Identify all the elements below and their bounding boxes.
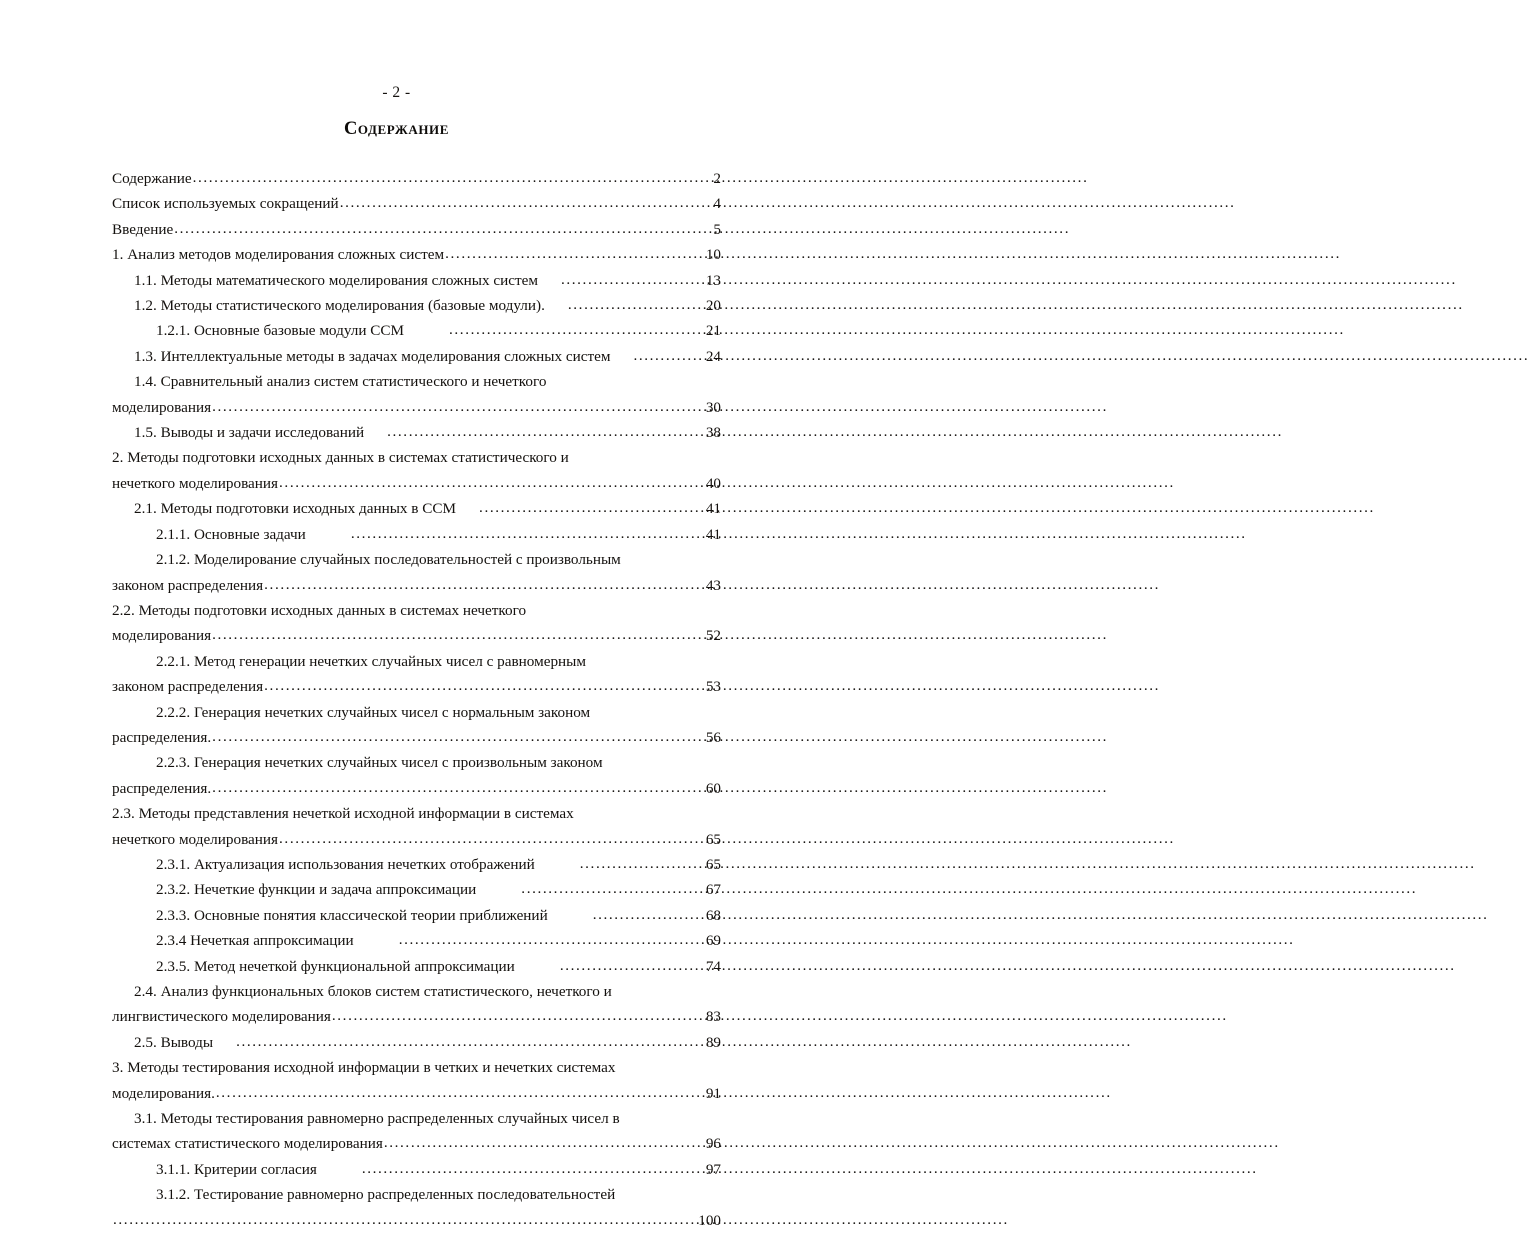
toc-page-number: 53 (705, 678, 721, 696)
toc-entry-title: законом распределения (112, 678, 264, 696)
toc-dot-leader (307, 521, 660, 546)
toc-page-number: 97 (705, 1160, 721, 1178)
toc-entry[interactable] (112, 522, 721, 547)
toc-entry-line-wrap (112, 801, 721, 826)
toc-entry-line-final (112, 674, 721, 699)
toc-page-number: 89 (705, 1033, 721, 1051)
toc-entry-title: Содержание (112, 170, 192, 187)
toc-entry-title: 3.1.1. Критерии согласия (156, 1160, 317, 1178)
toc-entry-line-final (112, 420, 721, 445)
toc-entry-line-final (112, 395, 721, 420)
toc-entry-title: 2.1.1. Основные задачи (156, 525, 306, 543)
toc-entry-line-final (112, 776, 721, 801)
table-of-contents (112, 166, 721, 1233)
toc-entry-line-final (112, 1004, 721, 1029)
toc-entry[interactable] (112, 903, 721, 928)
toc-entry[interactable] (112, 293, 721, 318)
toc-entry[interactable] (112, 496, 721, 521)
toc-entry-title: 2.5. Выводы (134, 1033, 214, 1051)
toc-dot-leader (214, 1029, 682, 1054)
toc-page-number: 2 (713, 170, 721, 187)
toc-entry[interactable] (112, 268, 721, 293)
toc-page-number: 24 (705, 347, 721, 365)
toc-dot-leader (516, 953, 660, 978)
toc-page-number: 4 (713, 195, 721, 213)
toc-entry-title: законом распределения (112, 576, 264, 594)
toc-entry[interactable] (112, 700, 721, 751)
toc-entry-title: 1.3. Интеллектуальные методы в задачах моделирования сложных систем (134, 347, 611, 365)
toc-page-number: 5 (713, 220, 721, 238)
toc-dot-leader (264, 572, 704, 597)
toc-entry-title: распределения. (112, 779, 212, 797)
toc-entry[interactable] (112, 750, 721, 801)
toc-entry[interactable] (112, 954, 721, 979)
toc-entry-line-wrap (112, 445, 721, 470)
toc-entry-line-final (112, 573, 721, 598)
toc-dot-leader (546, 292, 682, 317)
document-page (0, 84, 793, 1229)
toc-entry-line-final (112, 191, 721, 216)
toc-page-number: 67 (705, 881, 721, 899)
toc-entry-line-wrap (112, 649, 721, 674)
toc-entry-line-final (112, 623, 721, 648)
toc-entry[interactable] (112, 547, 721, 598)
toc-entry-line-wrap (112, 369, 721, 394)
toc-entry-line-final (112, 268, 721, 293)
toc-entry[interactable] (112, 420, 721, 445)
toc-page-number: 13 (705, 271, 721, 289)
toc-entry-title: 1.1. Методы математического моделирования сложных систем (134, 271, 538, 289)
toc-entry[interactable] (112, 598, 721, 649)
toc-entry[interactable] (112, 344, 721, 369)
toc-entry-title: лингвистического моделирования (112, 1008, 331, 1026)
toc-dot-leader (318, 1156, 660, 1181)
toc-dot-leader (611, 343, 681, 368)
toc-dot-leader (174, 216, 711, 241)
toc-page-number: 41 (705, 500, 721, 518)
toc-entry-title: 2. Методы подготовки исходных данных в системах статистического и (112, 449, 569, 467)
toc-entry-line-final (112, 217, 721, 242)
toc-entry[interactable] (112, 1106, 721, 1157)
toc-page-number: 20 (705, 297, 721, 315)
toc-entry-line-wrap (112, 1106, 721, 1131)
toc-dot-leader (340, 190, 712, 215)
toc-entry-title: Список используемых сокращений (112, 195, 339, 213)
toc-entry[interactable] (112, 852, 721, 877)
toc-entry-line-wrap (112, 979, 721, 1004)
toc-entry-title: 1.2. Методы статистического моделирования (базовые модули). (134, 297, 545, 315)
toc-dot-leader (549, 902, 660, 927)
toc-dot-leader (536, 851, 660, 876)
toc-entry-title: моделирования (112, 398, 212, 416)
toc-entry-title: 2.1. Методы подготовки исходных данных в ССМ (134, 500, 457, 518)
toc-entry-line-final (112, 827, 721, 852)
toc-entry[interactable] (112, 166, 721, 191)
toc-page-number: 41 (705, 525, 721, 543)
toc-entry-line-final (112, 242, 721, 267)
toc-entry-title: 1.5. Выводы и задачи исследований (134, 424, 365, 442)
toc-dot-leader (216, 1080, 704, 1105)
toc-entry-line-wrap (112, 1055, 721, 1080)
toc-entry-title: 3. Методы тестирования исходной информации в четких и нечетких системах (112, 1059, 616, 1077)
toc-page-number: 43 (705, 576, 721, 594)
toc-entry-line-wrap (112, 700, 721, 725)
toc-entry-title: 1.2.1. Основные базовые модули ССМ (156, 322, 405, 340)
toc-page-number: 68 (705, 906, 721, 924)
toc-dot-leader (365, 419, 682, 444)
toc-page-number: 74 (705, 957, 721, 975)
toc-entry-title: 2.3.1. Актуализация использования нечетких отображений (156, 855, 535, 873)
toc-entry-title: 2.3.4 Нечеткая аппроксимации (156, 932, 354, 950)
toc-entry-line-final (112, 903, 721, 928)
toc-entry[interactable] (112, 877, 721, 902)
toc-dot-leader (212, 622, 704, 647)
toc-dot-leader (113, 1207, 696, 1232)
toc-entry[interactable] (112, 242, 721, 267)
toc-entry-title: 1.4. Сравнительный анализ систем статистического и нечеткого (134, 373, 547, 391)
toc-entry-title: 2.3.5. Метод нечеткой функциональной аппроксимации (156, 957, 515, 975)
toc-entry-line-wrap (112, 598, 721, 623)
toc-entry-title: 2.2.1. Метод генерации нечетких случайных чисел с равномерным (156, 652, 587, 670)
toc-dot-leader (457, 495, 682, 520)
toc-entry[interactable] (112, 217, 721, 242)
toc-entry[interactable] (112, 318, 721, 343)
toc-entry-title: нечеткого моделирования (112, 830, 279, 848)
toc-entry-line-final (112, 166, 721, 191)
toc-entry-line-final (112, 1081, 721, 1106)
toc-entry[interactable] (112, 1157, 721, 1182)
toc-entry-title: 1. Анализ методов моделирования сложных систем (112, 246, 445, 264)
toc-entry[interactable] (112, 649, 721, 700)
toc-dot-leader (279, 470, 704, 495)
toc-page-number: 56 (705, 728, 721, 746)
toc-page-number: 83 (705, 1008, 721, 1026)
toc-entry-line-final (112, 1030, 721, 1055)
toc-entry-title: Введение (112, 220, 174, 238)
toc-entry-line-wrap (112, 1182, 721, 1207)
toc-entry-title: нечеткого моделирования (112, 474, 279, 492)
toc-page-number: 91 (705, 1084, 721, 1102)
toc-entry-title: моделирования. (112, 1084, 215, 1102)
toc-entry-line-final (112, 1208, 721, 1233)
toc-dot-leader (212, 775, 704, 800)
toc-entry-line-final (112, 954, 721, 979)
toc-entry[interactable] (112, 801, 721, 852)
toc-dot-leader (193, 165, 712, 190)
toc-entry[interactable] (112, 369, 721, 420)
toc-entry-title: 3.1.2. Тестирование равномерно распределенных последовательностей (156, 1186, 616, 1204)
toc-entry-line-final (112, 1157, 721, 1182)
toc-entry-title: моделирования (112, 627, 212, 645)
toc-entry[interactable] (112, 191, 721, 216)
toc-page-number: 100 (698, 1211, 721, 1229)
toc-entry-title: 2.2.2. Генерация нечетких случайных чисел с нормальным законом (156, 703, 591, 721)
toc-entry-title: 2.1.2. Моделирование случайных последовательностей с произвольным (156, 551, 621, 569)
toc-entry-line-final (112, 1131, 721, 1156)
toc-entry-title: системах статистического моделирования (112, 1135, 383, 1153)
toc-entry-title: 2.2.3. Генерация нечетких случайных чисел с произвольным законом (156, 754, 603, 772)
toc-dot-leader (477, 876, 660, 901)
toc-dot-leader (332, 1003, 704, 1028)
toc-page-number: 60 (705, 779, 721, 797)
toc-entry[interactable] (112, 1030, 721, 1055)
toc-entry-line-final (112, 852, 721, 877)
toc-page-number: 96 (705, 1135, 721, 1153)
toc-entry-title: 3.1. Методы тестирования равномерно распределенных случайных чисел в (134, 1110, 620, 1128)
toc-dot-leader (264, 673, 704, 698)
toc-entry-line-final (112, 725, 721, 750)
toc-dot-leader (384, 1130, 704, 1155)
toc-entry-line-wrap (112, 750, 721, 775)
toc-page-number: 10 (705, 246, 721, 264)
toc-dot-leader (539, 267, 682, 292)
toc-entry-title: 2.3.2. Нечеткие функции и задача аппроксимации (156, 881, 477, 899)
toc-dot-leader (355, 927, 660, 952)
toc-dot-leader (212, 394, 704, 419)
toc-entry-title: 2.2. Методы подготовки исходных данных в системах нечеткого (112, 601, 527, 619)
toc-dot-leader (212, 724, 704, 749)
toc-entry-line-final (112, 293, 721, 318)
toc-entry[interactable] (112, 445, 721, 496)
toc-entry-line-final (112, 877, 721, 902)
toc-entry-line-wrap (112, 547, 721, 572)
toc-page-number: 65 (705, 830, 721, 848)
page-title: Содержание (343, 119, 450, 139)
toc-page-number: 52 (705, 627, 721, 645)
toc-entry-title: распределения. (112, 728, 212, 746)
toc-entry-title: 2.3.3. Основные понятия классической теории приближений (156, 906, 548, 924)
toc-dot-leader (445, 241, 704, 266)
toc-dot-leader (405, 317, 660, 342)
toc-entry-title: 2.3. Методы представления нечеткой исходной информации в системах (112, 805, 574, 823)
toc-entry-line-final (112, 496, 721, 521)
toc-page-number: 30 (705, 398, 721, 416)
toc-entry[interactable] (112, 979, 721, 1030)
page-folio: - 2 - (382, 84, 411, 101)
toc-dot-leader (279, 826, 704, 851)
toc-entry-line-final (112, 522, 721, 547)
toc-entry-line-final (112, 471, 721, 496)
toc-entry[interactable] (112, 1055, 721, 1106)
toc-entry-line-final (112, 318, 721, 343)
toc-entry-line-final (112, 344, 721, 369)
toc-page-number: 21 (705, 322, 721, 340)
toc-page-number: 65 (705, 855, 721, 873)
toc-entry-title: 2.4. Анализ функциональных блоков систем статистического, нечеткого и (134, 983, 612, 1000)
toc-entry[interactable] (112, 928, 721, 953)
toc-entry-line-final (112, 928, 721, 953)
toc-entry[interactable] (112, 1182, 721, 1233)
toc-page-number: 38 (705, 424, 721, 442)
toc-page-number: 40 (705, 474, 721, 492)
toc-page-number: 69 (705, 932, 721, 950)
